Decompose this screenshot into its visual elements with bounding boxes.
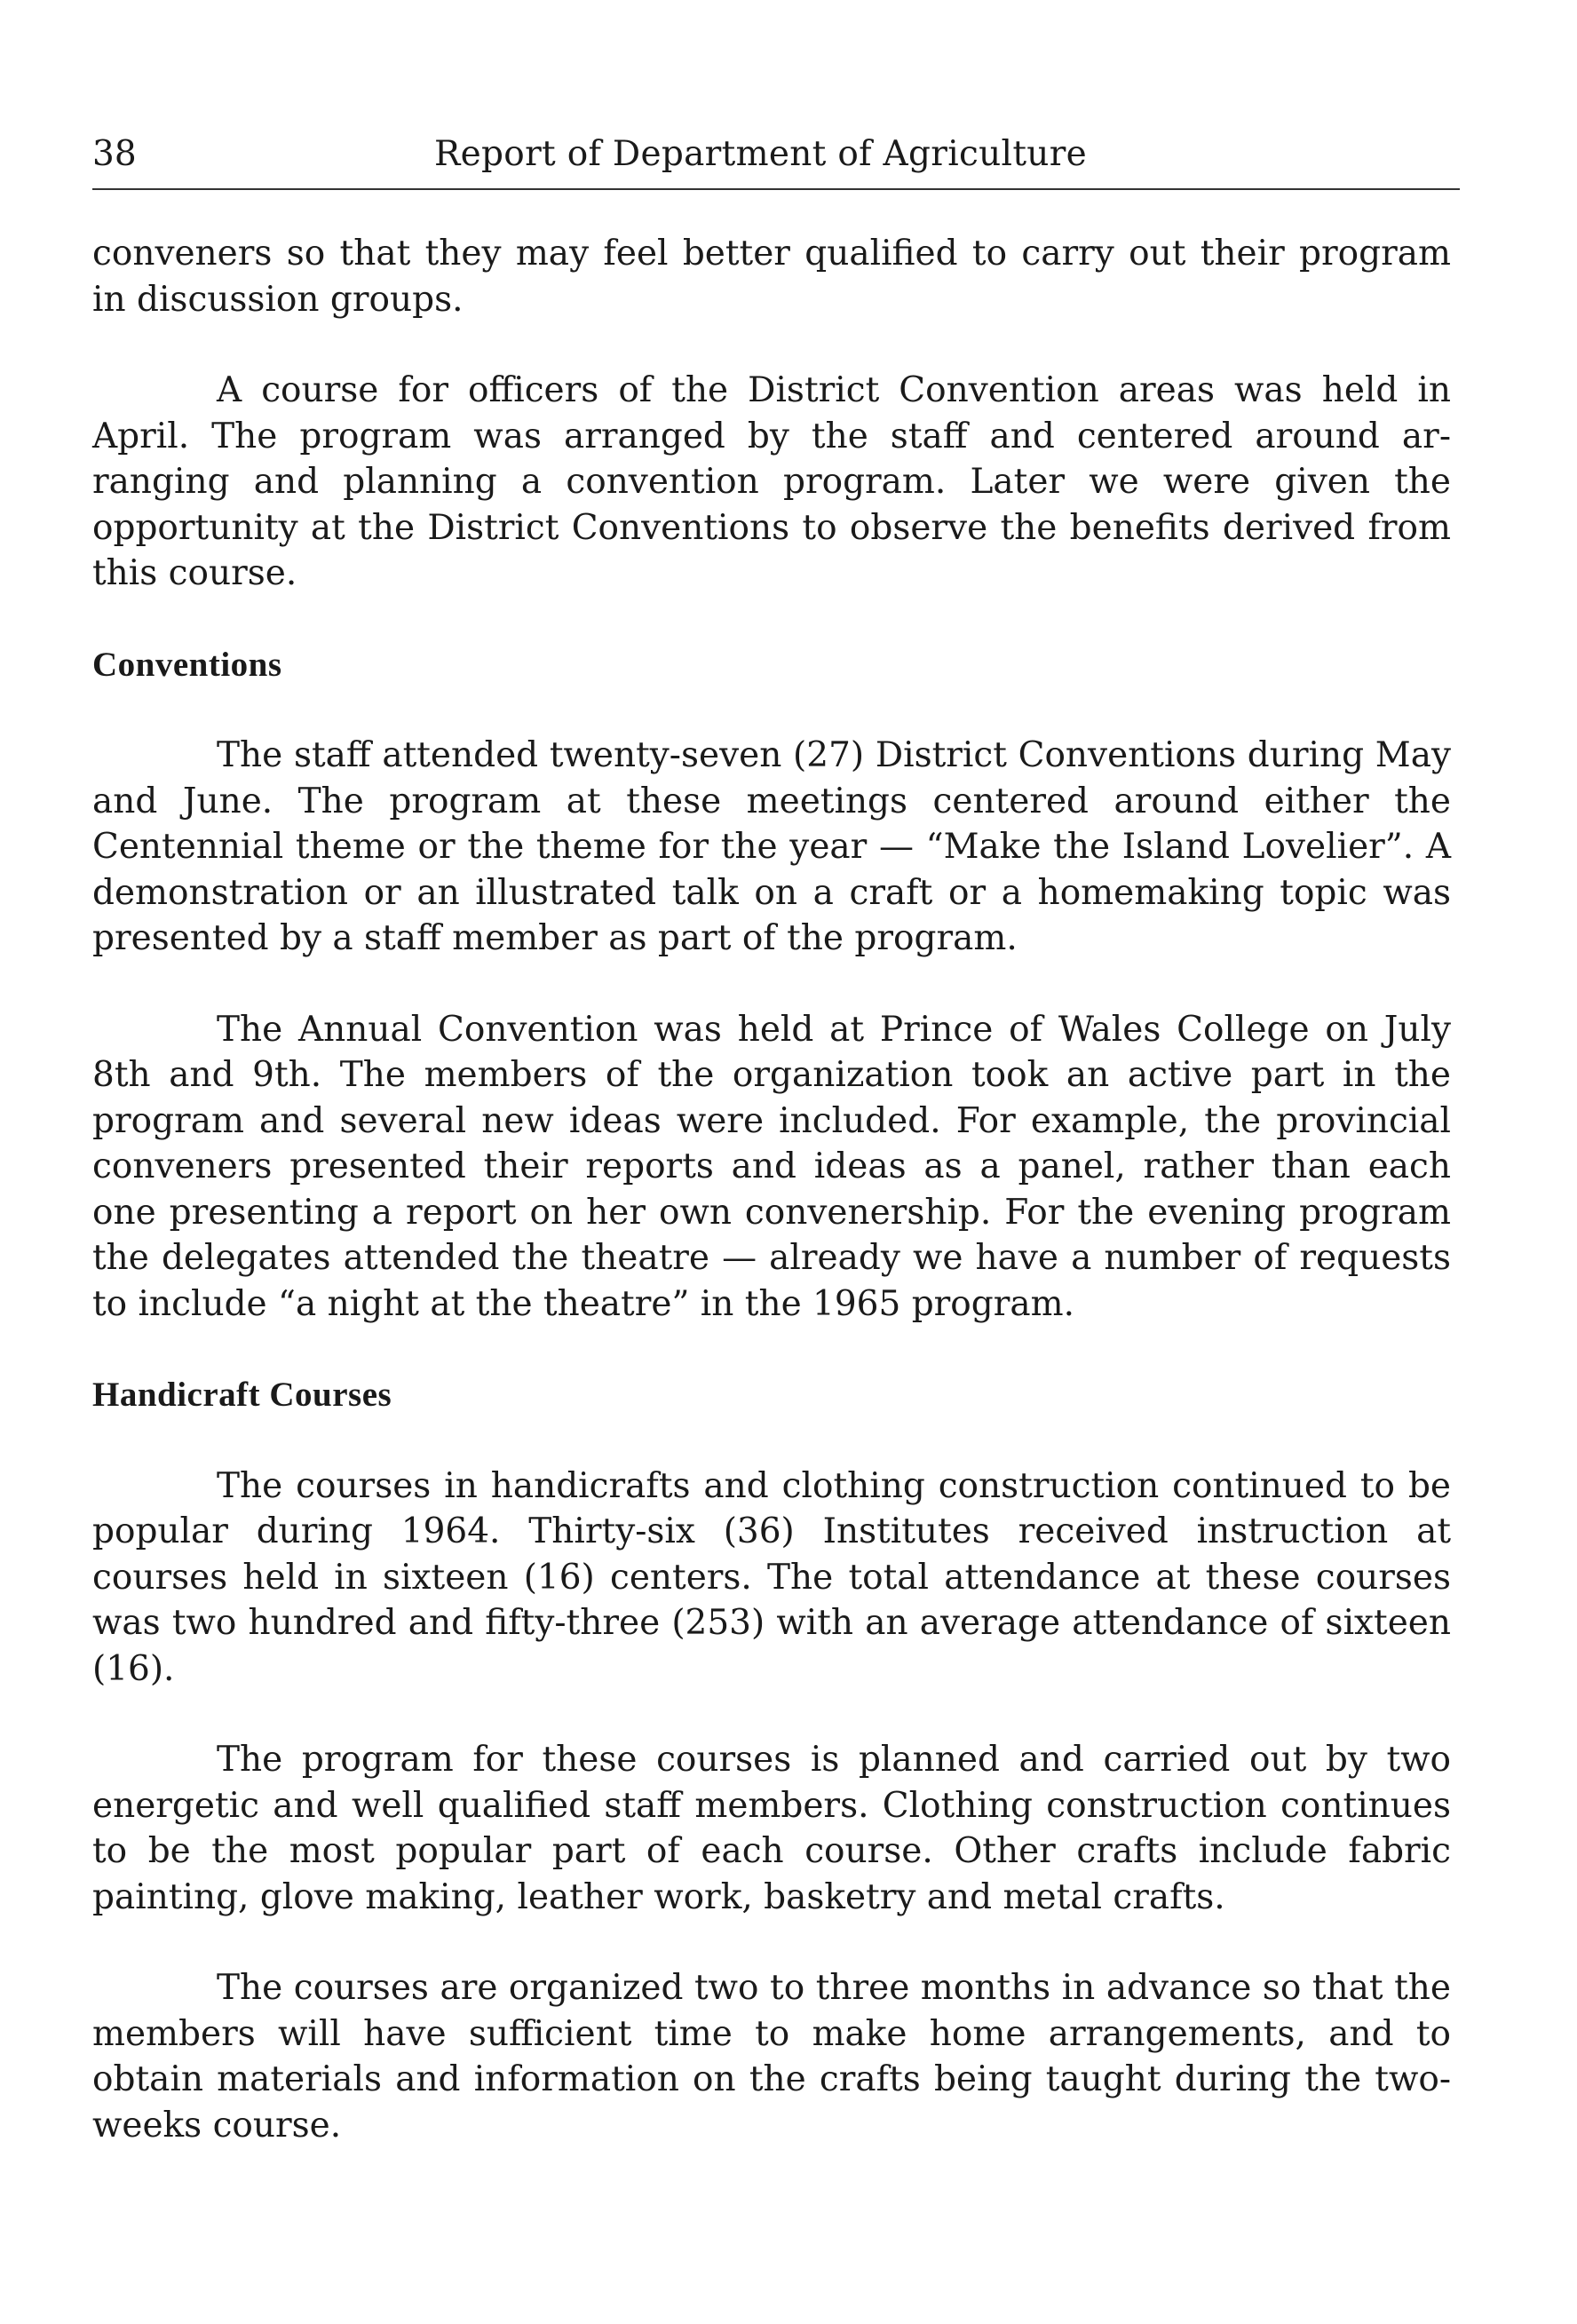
page-header xyxy=(92,124,1460,186)
header-rule xyxy=(92,188,1460,190)
paragraph-handicraft-program: The program for these courses is planned and carried out by two energetic and well qualified staff members. Clothing construction continues to be the most popular part of each course. Other crafts include fabric painting, glove making, leather work, basketry and metal crafts. xyxy=(92,1740,1451,1917)
body-text xyxy=(92,231,1451,2148)
section-heading-conventions: Conventions xyxy=(92,645,282,684)
paragraph-annual-convention: The Annual Convention was held at Prince of Wales College on July 8th and 9th. The members of the organization took an active part in the program and several new ideas were included. For example, the provincial conveners presented their reports and ideas as a panel, rather than each one presenting a report on her own convenership. For the evening program the delegates attended the theatre — already we have a number of requests to include “a night at the theatre” in the 1965 program. xyxy=(92,1009,1451,1324)
paragraph-handicraft-attendance: The courses in handicrafts and clothing construction continued to be popular during 1964. Thirty-six (36) Institutes received instruction at courses held in sixteen (16) centers. The total attendance at these courses was two hundred and fifty-three (253) with an average attendance of sixteen (16). xyxy=(92,1465,1451,1689)
section-heading-handicraft-courses: Handicraft Courses xyxy=(92,1376,392,1414)
paragraph-officers-course: A course for officers of the District Convention areas was held in April. The program was arranged by the staff and centered around arranging and planning a convention program. Later we were given the opportunity at the District Conventions to observe the benefits derived from this course. xyxy=(92,370,1451,593)
paragraph-continuation: conveners so that they may feel better qualified to carry out their program in discussion groups. xyxy=(92,234,1451,320)
paragraph-district-conventions: The staff attended twenty-seven (27) District Conventions during May and June. The program at these meetings centered around either the Centennial theme or the theme for the year — “Make the Island Lovelier”. A demonstration or an illustrated talk on a craft or a homemaking topic was presented by a staff member as part of the program. xyxy=(92,735,1451,958)
paragraph-handicraft-organization: The courses are organized two to three months in advance so that the members will have sufficient time to make home arrangements, and to obtain materials and information on the crafts being taught during the two-weeks course. xyxy=(92,1968,1451,2146)
running-title: Report of Department of Agriculture xyxy=(434,134,1088,174)
page-number: 38 xyxy=(92,134,137,174)
